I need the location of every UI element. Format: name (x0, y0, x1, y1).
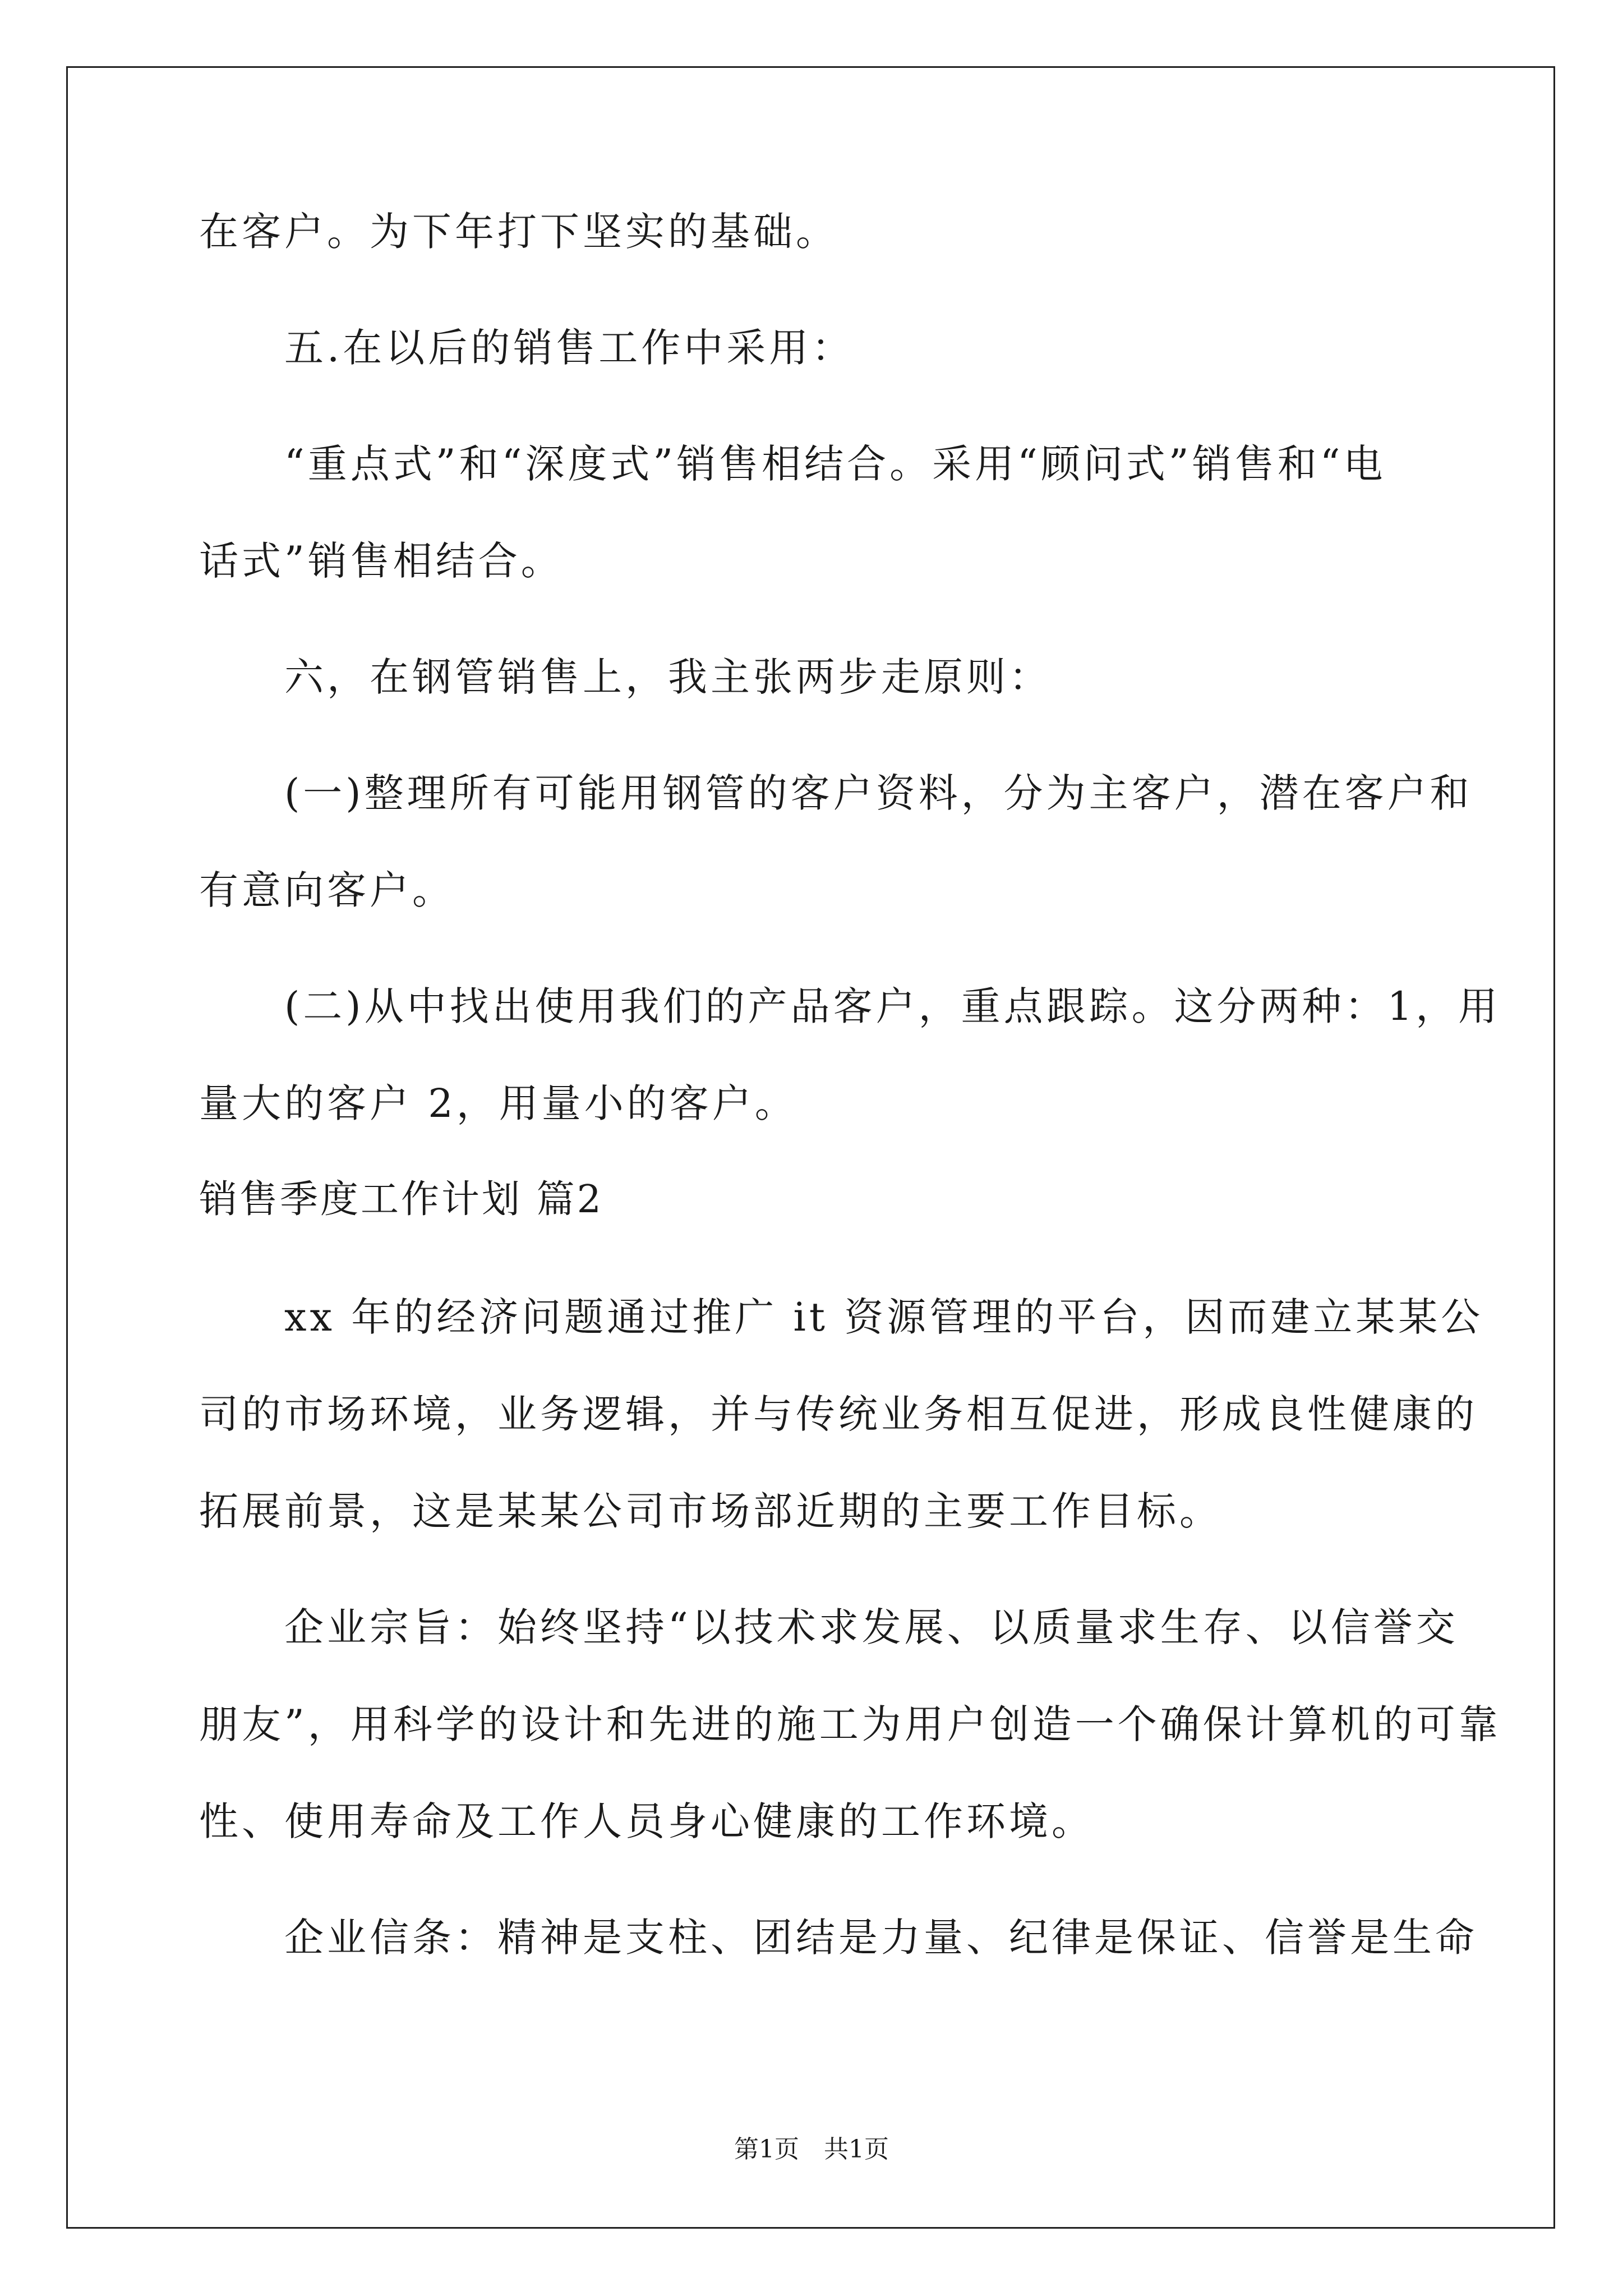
text-line: 企业宗旨：始终坚持“以技术求发展、以质量求生存、以信誉交 (199, 1604, 1459, 1650)
text-line: 朋友”，用科学的设计和先进的施工为用户创造一个确保计算机的可靠 (199, 1701, 1501, 1747)
text-line: 性、使用寿命及工作人员身心健康的工作环境。 (199, 1798, 1094, 1844)
page-border (66, 66, 1555, 2229)
text-line: 量大的客户 2，用量小的客户。 (199, 1080, 797, 1126)
text-line: 有意向客户。 (199, 867, 455, 913)
text-line: 在客户。为下年打下坚实的基础。 (199, 209, 838, 255)
text-line: (二)从中找出使用我们的产品客户，重点跟踪。这分两种：1，用 (199, 983, 1501, 1029)
text-line: (一)整理所有可能用钢管的客户资料，分为主客户，潜在客户和 (199, 770, 1473, 816)
text-line: xx 年的经济问题通过推广 it 资源管理的平台，因而建立某某公 (199, 1294, 1484, 1340)
text-line: 六，在钢管销售上，我主张两步走原则： (199, 654, 1052, 700)
text-line: 企业信条：精神是支柱、团结是力量、纪律是保证、信誉是生命 (199, 1915, 1478, 1961)
text-line: 司的市场环境，业务逻辑，并与传统业务相互促进，形成良性健康的 (199, 1391, 1478, 1437)
text-line: “重点式”和“深度式”销售相结合。采用“顾问式”销售和“电 (199, 441, 1386, 487)
text-line: 话式”销售相结合。 (199, 538, 564, 584)
text-line: 拓展前景，这是某某公司市场部近期的主要工作目标。 (199, 1488, 1222, 1534)
text-line: 五.在以后的销售工作中采用： (199, 325, 855, 371)
section-heading: 销售季度工作计划 篇2 (199, 1177, 603, 1222)
page-number-footer: 第1页 共1页 (734, 2135, 889, 2164)
